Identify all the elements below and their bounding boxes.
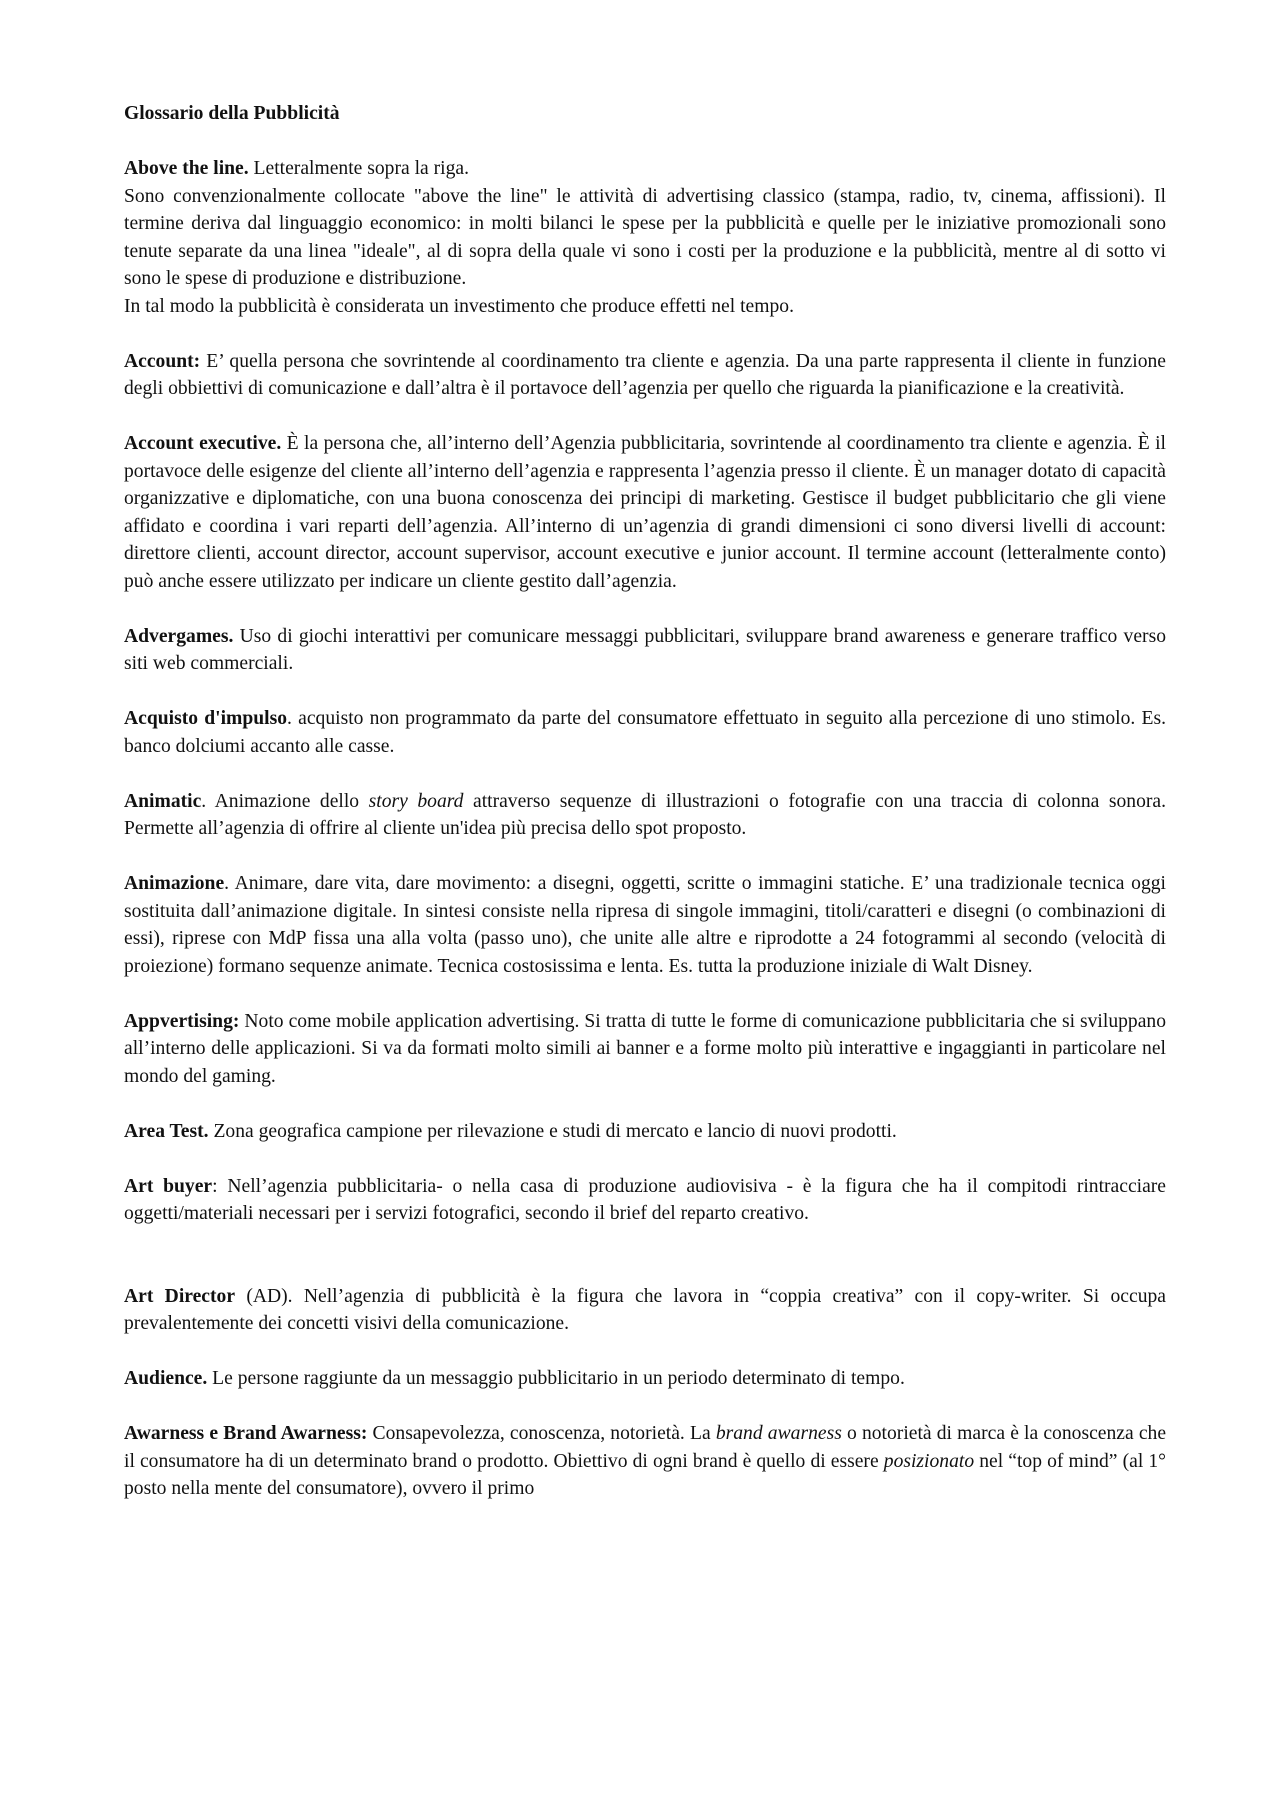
glossary-entry [124,1008,1166,1091]
entry-paragraph [124,1118,1166,1146]
entry-paragraph [124,1365,1166,1393]
definition-text: E’ quella persona che sovrintende al coordinamento tra cliente e agenzia. Da una parte rappresenta il cliente in funzione degli obbiettivi di comunicazione e dall’altra è il portavoce dell’agenzia per quello che riguarda la pianificazione e la creatività. [124,350,1166,399]
entry-paragraph [124,788,1166,843]
glossary-entry [124,788,1166,843]
glossary-entry [124,430,1166,595]
definition-text: . Animazione dello [201,790,369,812]
glossary-entry [124,1118,1166,1146]
glossary-term: Appvertising: [124,1010,240,1032]
document-title: Glossario della Pubblicità [124,103,340,124]
glossary-entry [124,348,1166,403]
entry-paragraph [124,870,1166,980]
italic-text: brand awarness [715,1423,842,1444]
entry-paragraph [124,293,1166,321]
glossary-entry [124,155,1166,320]
definition-text: attraverso sequenze di illustrazioni o fotografie con una traccia di colonna sonora. Permette all’agenzia di offrire al cliente un'idea più precisa dello spot proposto. [124,790,1167,839]
definition-text: In tal modo la pubblicità è considerata un investimento che produce effetti nel tempo. [124,295,794,317]
definition-text: Letteralmente sopra la riga. [248,158,469,179]
glossary-term: Awarness e Brand Awarness: [124,1423,368,1444]
entry-paragraph [124,183,1166,293]
glossary-entry [124,1365,1166,1393]
glossary-term: Audience. [124,1368,208,1389]
glossary-term: Animatic [124,790,202,812]
definition-text: Uso di giochi interattivi per comunicare messaggi pubblicitari, sviluppare brand awareness e generare traffico verso siti web commerciali. [124,625,1166,674]
entry-paragraph [124,348,1166,403]
definition-text: o notorietà di marca è la conoscenza che il consumatore ha di un determinato brand o prodotto. Obiettivo di ogni brand è quello di essere [124,1423,1167,1472]
glossary-entry [124,1173,1166,1228]
italic-text: story board [368,790,464,812]
entry-paragraph [124,705,1166,760]
definition-text: Consapevolezza, conoscenza, notorietà. La [367,1423,716,1444]
entry-paragraph [124,1420,1166,1503]
italic-text: posizionato [883,1450,975,1472]
spacer [124,1255,1166,1283]
glossary-term: Above the line. [124,158,249,179]
definition-text: : Nell’agenzia pubblicitaria- o nella casa di produzione audiovisiva - è la figura che ha il compitodi rintracciare oggetti/materiali necessari per i servizi fotografici, secondo il brief del reparto creativo. [124,1175,1166,1224]
entry-paragraph [124,623,1166,678]
glossary-entry [124,705,1166,760]
definition-text: . Animare, dare vita, dare movimento: a disegni, oggetti, scritte o immagini statiche. E’ una tradizionale tecnica oggi sostituita dall’animazione digitale. In sintesi consiste nella ripresa di singole immagini, titoli/caratteri e disegni (o combinazioni di essi), riprese con MdP fissa una alla volta (passo uno), che unite alle altre e riprodotte a 24 fotogrammi al secondo (velocità di proiezione) formano sequenze animate. Tecnica costosissima e lenta. Es. tutta la produzione iniziale di Walt Disney. [124,873,1166,977]
definition-text: nel “top of mind” (al 1° posto nella mente del consumatore), ovvero il primo [124,1450,1166,1499]
document-page [124,100,1166,1530]
glossary-term: Animazione [124,873,225,894]
glossary-term: Account executive. [124,433,282,454]
entry-paragraph [124,1283,1166,1338]
definition-text: . acquisto non programmato da parte del consumatore effettuato in seguito alla percezione di uno stimolo. Es. banco dolciumi accanto alle casse. [124,708,1166,757]
glossary-term: Advergames. [124,625,234,647]
entry-paragraph [124,1173,1166,1228]
definition-text: Zona geografica campione per rilevazione e studi di mercato e lancio di nuovi prodotti. [208,1120,897,1142]
glossary-entry [124,1283,1166,1338]
definition-text: Noto come mobile application advertising. Si tratta di tutte le forme di comunicazione pubblicitaria che si sviluppano all’interno delle applicazioni. Si va da formati molto simili ai banner e a forme molto più interattive e ingaggianti in particolare nel mondo del gaming. [124,1010,1166,1087]
glossary-term: Acquisto d'impulso [124,708,288,729]
entry-paragraph [124,155,1166,183]
definition-text: Le persone raggiunte da un messaggio pubblicitario in un periodo determinato di tempo. [207,1368,905,1389]
glossary-term: Area Test. [124,1120,209,1142]
glossary-term: Art Director [124,1285,236,1307]
definition-text: (AD). Nell’agenzia di pubblicità è la figura che lavora in “coppia creativa” con il copy-writer. Si occupa prevalentemente dei concetti visivi della comunicazione. [124,1285,1166,1334]
glossary-term: Art buyer [124,1175,213,1197]
definition-text: È la persona che, all’interno dell’Agenzia pubblicitaria, sovrintende al coordinamento tra cliente e agenzia. È il portavoce delle esigenze del cliente all’interno dell’agenzia e rappresenta l’agenzia presso il cliente. È un manager dotato di capacità organizzative e diplomatiche, con una buona conoscenza dei principi di marketing. Gestisce il budget pubblicitario che gli viene affidato e coordina i vari reparti dell’agenzia. All’interno di un’agenzia di grandi dimensioni ci sono diversi livelli di account: direttore clienti, account director, account supervisor, account executive e junior account. Il termine account (letteralmente conto) può anche essere utilizzato per indicare un cliente gestito dall’agenzia. [124,433,1166,592]
definition-text: Sono convenzionalmente collocate "above the line" le attività di advertising classico (stampa, radio, tv, cinema, affissioni). Il termine deriva dal linguaggio economico: in molti bilanci le spese per la pubblicità e quelle per le iniziative promozionali sono tenute separate da una linea "ideale", al di sopra della quale vi sono i costi per la produzione e la pubblicità, mentre al di sotto vi sono le spese di produzione e distribuzione. [124,185,1166,289]
entry-paragraph [124,1008,1166,1091]
glossary-entry [124,1420,1166,1503]
glossary-entries [124,155,1166,1503]
glossary-entry [124,623,1166,678]
glossary-term: Account: [124,350,201,372]
glossary-entry [124,870,1166,980]
entry-paragraph [124,430,1166,595]
